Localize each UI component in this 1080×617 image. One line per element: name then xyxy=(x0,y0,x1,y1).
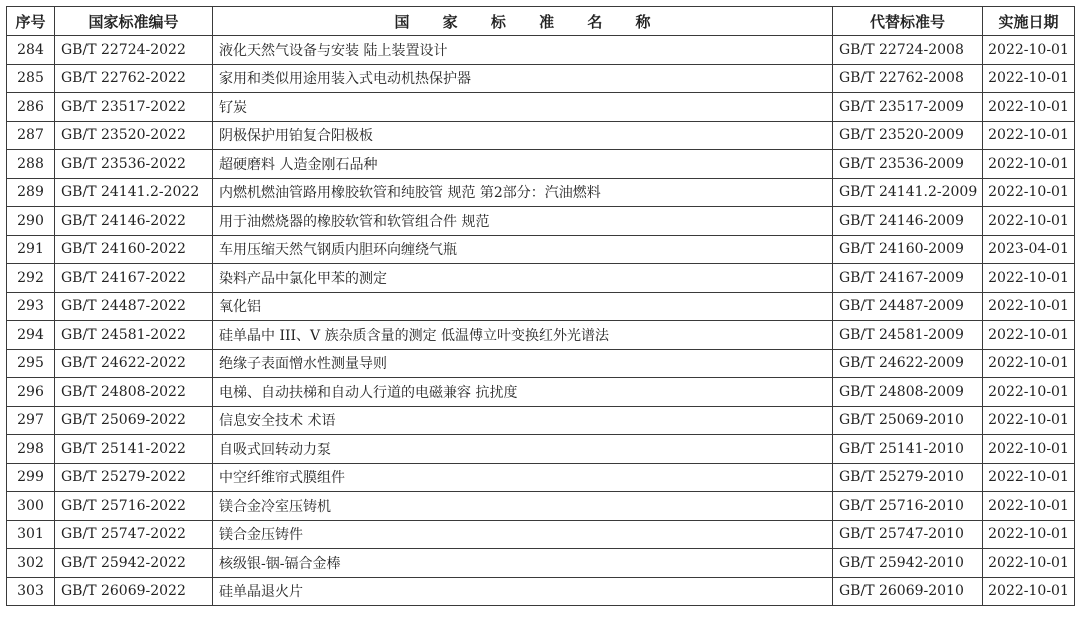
cell-replaced-standard: GB/T 24167-2009 xyxy=(833,264,983,293)
cell-serial-number: 284 xyxy=(7,36,55,65)
cell-standard-name: 中空纤维帘式膜组件 xyxy=(213,463,833,492)
cell-serial-number: 289 xyxy=(7,178,55,207)
cell-replaced-standard: GB/T 25747-2010 xyxy=(833,520,983,549)
cell-implementation-date: 2022-10-01 xyxy=(983,577,1075,606)
table-row xyxy=(7,36,1075,65)
table-row xyxy=(7,435,1075,464)
table-header xyxy=(7,7,1075,36)
cell-implementation-date: 2022-10-01 xyxy=(983,349,1075,378)
cell-standard-name: 绝缘子表面憎水性测量导则 xyxy=(213,349,833,378)
cell-serial-number: 295 xyxy=(7,349,55,378)
cell-serial-number: 293 xyxy=(7,292,55,321)
cell-implementation-date: 2022-10-01 xyxy=(983,321,1075,350)
cell-standard-name: 阴极保护用铂复合阳极板 xyxy=(213,121,833,150)
cell-implementation-date: 2023-04-01 xyxy=(983,235,1075,264)
cell-standard-name: 染料产品中氯化甲苯的测定 xyxy=(213,264,833,293)
cell-standard-name: 镁合金冷室压铸机 xyxy=(213,492,833,521)
cell-serial-number: 287 xyxy=(7,121,55,150)
cell-standard-code: GB/T 24167-2022 xyxy=(55,264,213,293)
cell-replaced-standard: GB/T 24581-2009 xyxy=(833,321,983,350)
table-row xyxy=(7,150,1075,179)
cell-standard-name: 镁合金压铸件 xyxy=(213,520,833,549)
cell-replaced-standard: GB/T 24622-2009 xyxy=(833,349,983,378)
cell-replaced-standard: GB/T 24808-2009 xyxy=(833,378,983,407)
header-replaced-standard: 代替标准号 xyxy=(833,7,983,36)
cell-standard-code: GB/T 25716-2022 xyxy=(55,492,213,521)
cell-implementation-date: 2022-10-01 xyxy=(983,520,1075,549)
cell-standard-code: GB/T 24622-2022 xyxy=(55,349,213,378)
cell-standard-name: 超硬磨料 人造金刚石品种 xyxy=(213,150,833,179)
cell-serial-number: 297 xyxy=(7,406,55,435)
cell-standard-code: GB/T 23536-2022 xyxy=(55,150,213,179)
cell-serial-number: 285 xyxy=(7,64,55,93)
cell-standard-name: 自吸式回转动力泵 xyxy=(213,435,833,464)
cell-implementation-date: 2022-10-01 xyxy=(983,93,1075,122)
table-row xyxy=(7,577,1075,606)
cell-implementation-date: 2022-10-01 xyxy=(983,150,1075,179)
table-row xyxy=(7,178,1075,207)
cell-standard-name: 用于油燃烧器的橡胶软管和软管组合件 规范 xyxy=(213,207,833,236)
table-body xyxy=(7,36,1075,606)
cell-replaced-standard: GB/T 25716-2010 xyxy=(833,492,983,521)
cell-standard-code: GB/T 24141.2-2022 xyxy=(55,178,213,207)
table-row xyxy=(7,492,1075,521)
table-row xyxy=(7,121,1075,150)
cell-replaced-standard: GB/T 24487-2009 xyxy=(833,292,983,321)
cell-replaced-standard: GB/T 24146-2009 xyxy=(833,207,983,236)
cell-serial-number: 294 xyxy=(7,321,55,350)
table-row xyxy=(7,378,1075,407)
cell-serial-number: 291 xyxy=(7,235,55,264)
header-standard-code: 国家标准编号 xyxy=(55,7,213,36)
cell-standard-code: GB/T 24808-2022 xyxy=(55,378,213,407)
cell-standard-code: GB/T 25279-2022 xyxy=(55,463,213,492)
cell-replaced-standard: GB/T 25279-2010 xyxy=(833,463,983,492)
table-row xyxy=(7,406,1075,435)
cell-serial-number: 290 xyxy=(7,207,55,236)
cell-serial-number: 301 xyxy=(7,520,55,549)
cell-implementation-date: 2022-10-01 xyxy=(983,264,1075,293)
header-implementation-date: 实施日期 xyxy=(983,7,1075,36)
table-row xyxy=(7,463,1075,492)
cell-standard-name: 钌炭 xyxy=(213,93,833,122)
table-row xyxy=(7,93,1075,122)
cell-serial-number: 296 xyxy=(7,378,55,407)
header-standard-name: 国 家 标 准 名 称 xyxy=(213,7,833,36)
cell-implementation-date: 2022-10-01 xyxy=(983,378,1075,407)
cell-standard-name: 车用压缩天然气钢质内胆环向缠绕气瓶 xyxy=(213,235,833,264)
cell-standard-code: GB/T 23520-2022 xyxy=(55,121,213,150)
cell-standard-name: 信息安全技术 术语 xyxy=(213,406,833,435)
cell-standard-code: GB/T 22762-2022 xyxy=(55,64,213,93)
cell-standard-code: GB/T 25747-2022 xyxy=(55,520,213,549)
cell-standard-name: 硅单晶中 III、V 族杂质含量的测定 低温傅立叶变换红外光谱法 xyxy=(213,321,833,350)
cell-replaced-standard: GB/T 25942-2010 xyxy=(833,549,983,578)
cell-standard-code: GB/T 26069-2022 xyxy=(55,577,213,606)
cell-replaced-standard: GB/T 25141-2010 xyxy=(833,435,983,464)
cell-replaced-standard: GB/T 23520-2009 xyxy=(833,121,983,150)
cell-replaced-standard: GB/T 22724-2008 xyxy=(833,36,983,65)
cell-standard-code: GB/T 24581-2022 xyxy=(55,321,213,350)
cell-serial-number: 292 xyxy=(7,264,55,293)
cell-standard-code: GB/T 22724-2022 xyxy=(55,36,213,65)
standards-table-container xyxy=(6,6,1075,606)
table-row xyxy=(7,520,1075,549)
cell-implementation-date: 2022-10-01 xyxy=(983,121,1075,150)
cell-standard-name: 氧化铝 xyxy=(213,292,833,321)
cell-standard-code: GB/T 23517-2022 xyxy=(55,93,213,122)
standards-table xyxy=(6,6,1075,606)
cell-implementation-date: 2022-10-01 xyxy=(983,463,1075,492)
table-row xyxy=(7,349,1075,378)
cell-standard-code: GB/T 24160-2022 xyxy=(55,235,213,264)
cell-implementation-date: 2022-10-01 xyxy=(983,292,1075,321)
cell-implementation-date: 2022-10-01 xyxy=(983,492,1075,521)
cell-standard-name: 硅单晶退火片 xyxy=(213,577,833,606)
cell-standard-code: GB/T 24487-2022 xyxy=(55,292,213,321)
table-row xyxy=(7,321,1075,350)
cell-implementation-date: 2022-10-01 xyxy=(983,64,1075,93)
cell-standard-name: 内燃机燃油管路用橡胶软管和纯胶管 规范 第2部分：汽油燃料 xyxy=(213,178,833,207)
table-row xyxy=(7,264,1075,293)
cell-implementation-date: 2022-10-01 xyxy=(983,435,1075,464)
cell-replaced-standard: GB/T 24141.2-2009 xyxy=(833,178,983,207)
cell-serial-number: 288 xyxy=(7,150,55,179)
cell-standard-code: GB/T 25942-2022 xyxy=(55,549,213,578)
cell-implementation-date: 2022-10-01 xyxy=(983,406,1075,435)
cell-replaced-standard: GB/T 23536-2009 xyxy=(833,150,983,179)
cell-serial-number: 299 xyxy=(7,463,55,492)
cell-implementation-date: 2022-10-01 xyxy=(983,178,1075,207)
cell-replaced-standard: GB/T 24160-2009 xyxy=(833,235,983,264)
cell-standard-code: GB/T 25141-2022 xyxy=(55,435,213,464)
cell-standard-name: 家用和类似用途用装入式电动机热保护器 xyxy=(213,64,833,93)
cell-serial-number: 286 xyxy=(7,93,55,122)
table-row xyxy=(7,549,1075,578)
cell-implementation-date: 2022-10-01 xyxy=(983,207,1075,236)
cell-standard-name: 核级银-铟-镉合金棒 xyxy=(213,549,833,578)
cell-replaced-standard: GB/T 22762-2008 xyxy=(833,64,983,93)
cell-serial-number: 303 xyxy=(7,577,55,606)
cell-standard-code: GB/T 25069-2022 xyxy=(55,406,213,435)
cell-replaced-standard: GB/T 26069-2010 xyxy=(833,577,983,606)
cell-serial-number: 298 xyxy=(7,435,55,464)
cell-standard-code: GB/T 24146-2022 xyxy=(55,207,213,236)
cell-implementation-date: 2022-10-01 xyxy=(983,36,1075,65)
cell-standard-name: 液化天然气设备与安装 陆上装置设计 xyxy=(213,36,833,65)
cell-serial-number: 300 xyxy=(7,492,55,521)
cell-replaced-standard: GB/T 25069-2010 xyxy=(833,406,983,435)
table-row xyxy=(7,235,1075,264)
table-row xyxy=(7,64,1075,93)
header-serial-number: 序号 xyxy=(7,7,55,36)
table-row xyxy=(7,207,1075,236)
table-row xyxy=(7,292,1075,321)
cell-implementation-date: 2022-10-01 xyxy=(983,549,1075,578)
cell-serial-number: 302 xyxy=(7,549,55,578)
cell-replaced-standard: GB/T 23517-2009 xyxy=(833,93,983,122)
cell-standard-name: 电梯、自动扶梯和自动人行道的电磁兼容 抗扰度 xyxy=(213,378,833,407)
header-row xyxy=(7,7,1075,36)
